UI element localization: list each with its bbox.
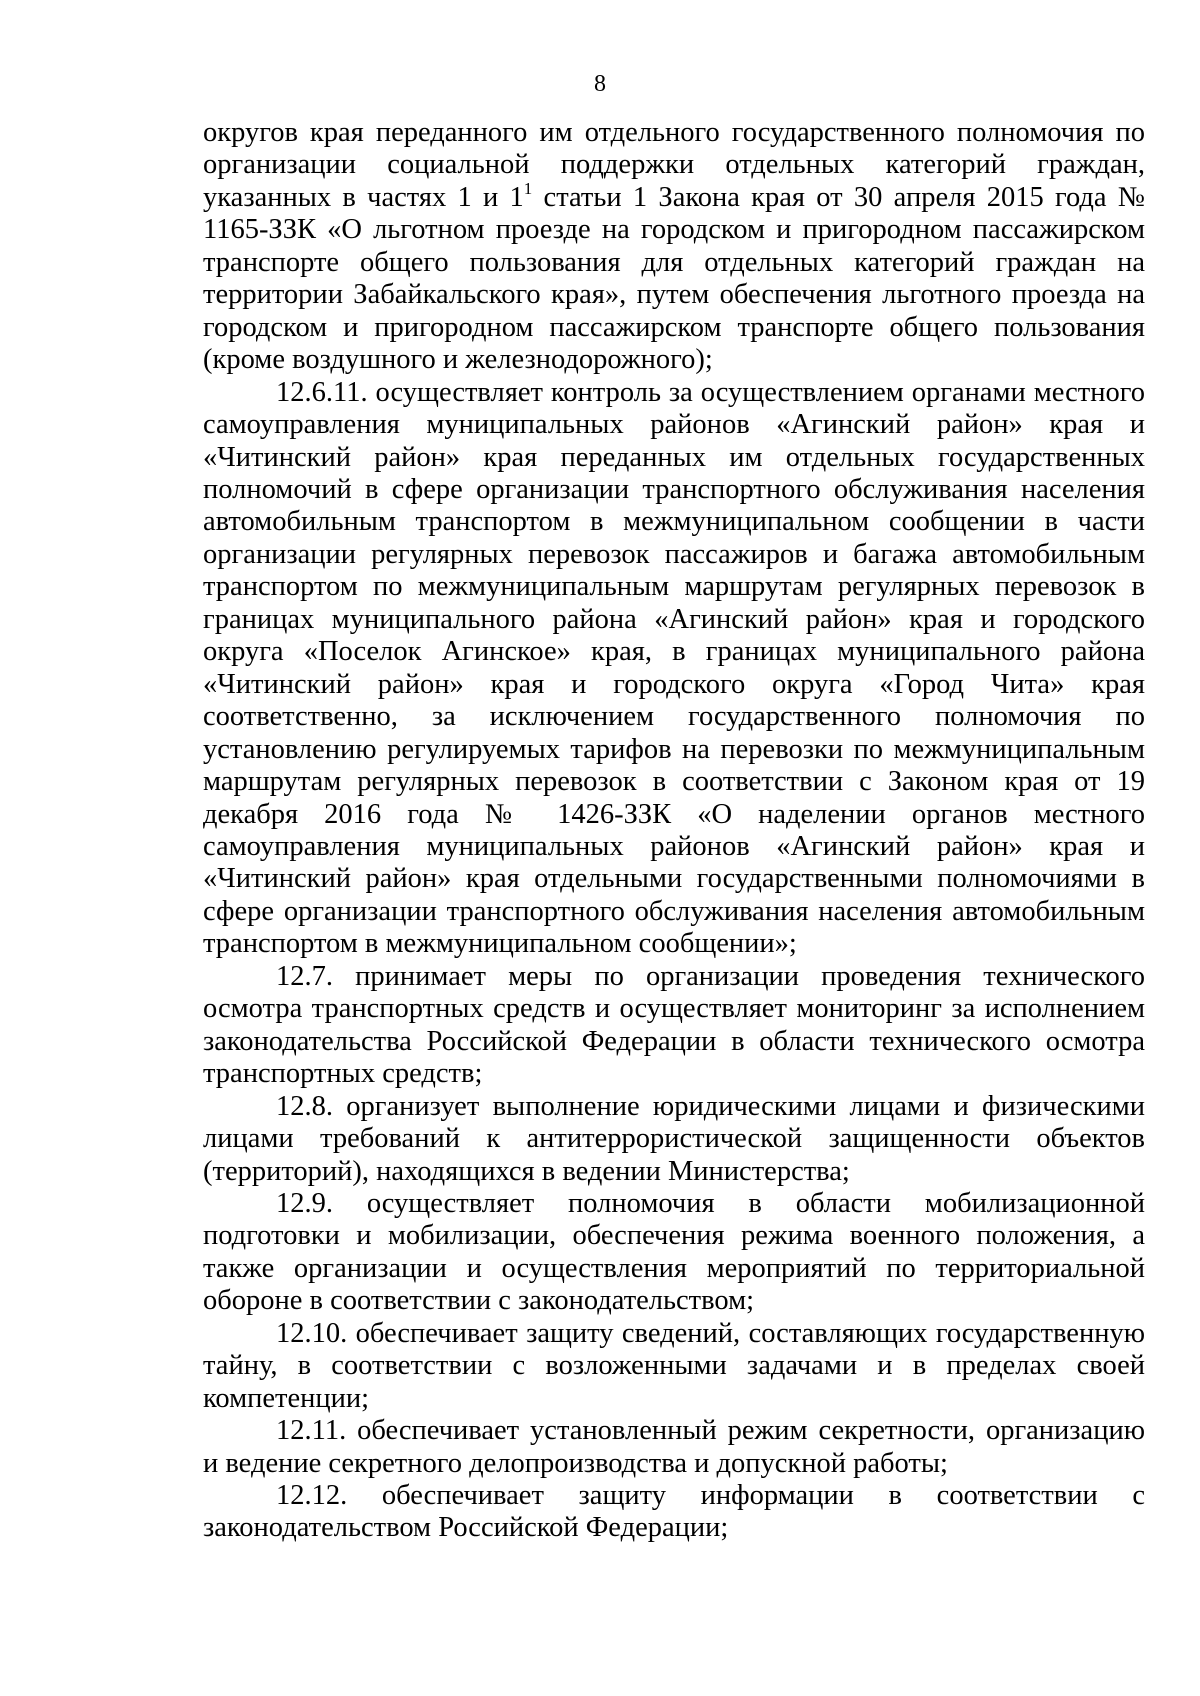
paragraph-text-after: статьи 1 Закона края от 30 апреля 2015 года № 1165-ЗЗК «О льготном проезде на городском и пригородном пассажирском транспорте общего пользования для отдельных категорий граждан на территории Забайкальского края», путем обеспечения льготного проезда на городском и пригородном пассажирском транспорте общего пользования (кроме воздушного и железнодорожного); bbox=[203, 181, 1145, 376]
paragraph-continuation bbox=[203, 117, 1145, 377]
superscript-part-number: 1 bbox=[523, 178, 533, 198]
paragraph-12-10: 12.10. обеспечивает защиту сведений, составляющих государственную тайну, в соответствии с возложенными задачами и в пределах своей компетенции; bbox=[203, 1317, 1145, 1414]
page-number: 8 bbox=[594, 71, 606, 97]
paragraph-12-12: 12.12. обеспечивает защиту информации в соответствии с законодательством Российской Федерации; bbox=[203, 1480, 1145, 1544]
document-body bbox=[203, 117, 1145, 1545]
paragraph-12-11: 12.11. обеспечивает установленный режим секретности, организацию и ведение секретного делопроизводства и допускной работы; bbox=[203, 1415, 1145, 1479]
paragraph-text-before: округов края переданного им отдельного государственного полномочия по организации социальной поддержки отдельных категорий граждан, указанных в частях 1 и 1 bbox=[203, 117, 1145, 213]
paragraph-12-6-11: 12.6.11. осуществляет контроль за осуществлением органами местного самоуправления муниципальных районов «Агинский район» края и «Читинский район» края переданных им отдельных государственных полномочий в сфере организации транспортного обслуживания населения автомобильным транспортом в межмуниципальном сообщении в части организации регулярных перевозок пассажиров и багажа автомобильным транспортом по межмуниципальным маршрутам регулярных перевозок в границах муниципального района «Агинский район» края и городского округа «Поселок Агинское» края, в границах муниципального района «Читинский район» края и городского округа «Город Чита» края соответственно, за исключением государственного полномочия по установлению регулируемых тарифов на перевозки по межмуниципальным маршрутам регулярных перевозок в соответствии с Законом края от 19 декабря 2016 года № 1426-ЗЗК «О наделении органов местного самоуправления муниципальных районов «Агинский район» края и «Читинский район» края отдельными государственными полномочиями в сфере организации транспортного обслуживания населения автомобильным транспортом в межмуниципальном сообщении»; bbox=[203, 376, 1145, 960]
paragraph-12-9: 12.9. осуществляет полномочия в области мобилизационной подготовки и мобилизации, обеспечения режима военного положения, а также организации и осуществления мероприятий по территориальной обороне в соответствии с законодательством; bbox=[203, 1187, 1145, 1317]
paragraph-12-8: 12.8. организует выполнение юридическими лицами и физическими лицами требований к антитеррористической защищенности объектов (территорий), находящихся в ведении Министерства; bbox=[203, 1090, 1145, 1187]
paragraph-12-7: 12.7. принимает меры по организации проведения технического осмотра транспортных средств и осуществляет мониторинг за исполнением законодательства Российской Федерации в области технического осмотра транспортных средств; bbox=[203, 960, 1145, 1090]
